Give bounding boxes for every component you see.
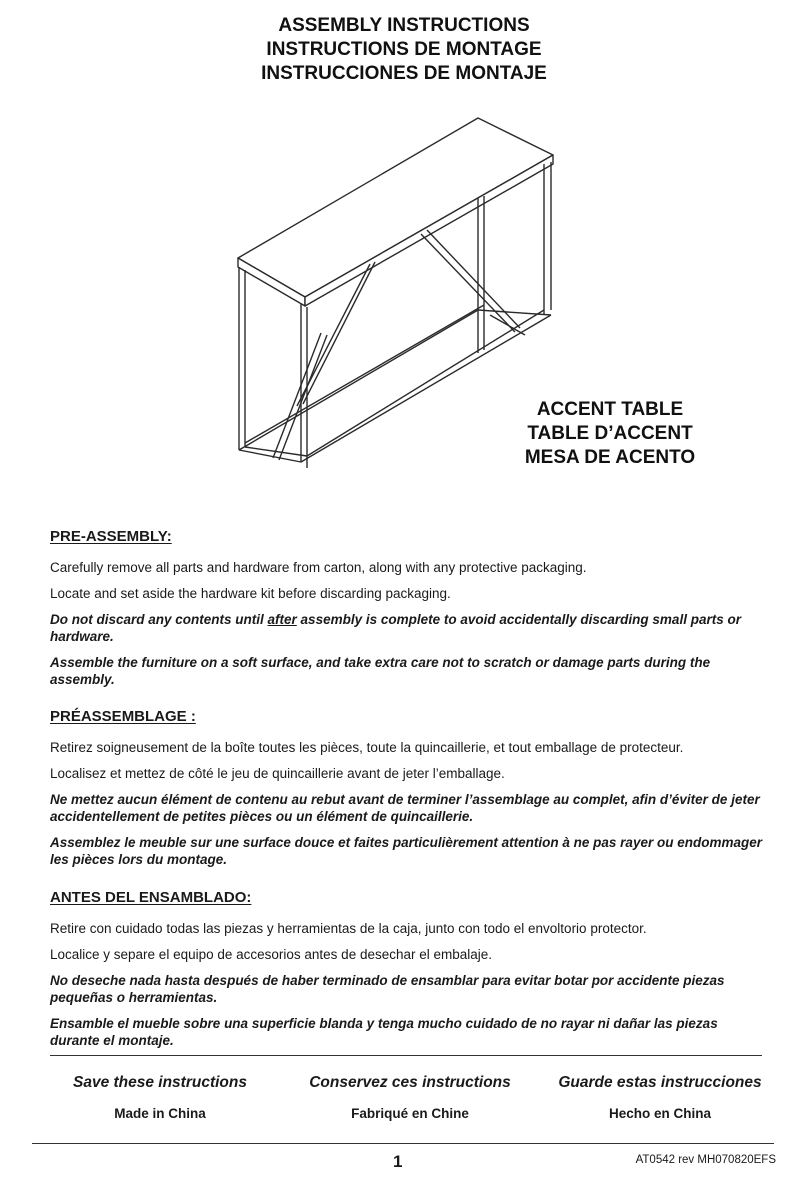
title-english: ASSEMBLY INSTRUCTIONS	[278, 15, 530, 36]
made-in-english: Made in China	[114, 1106, 206, 1121]
product-name	[510, 398, 710, 470]
section-pre-assembly-french	[50, 708, 770, 877]
country-of-origin-row	[40, 1106, 780, 1121]
instruction-text: Retirez soigneusement de la boîte toutes les pièces, toute la quincaillerie, et tout emballage de protecteur.	[50, 740, 684, 755]
instruction-text: Carefully remove all parts and hardware from carton, along with any protective packaging.	[50, 560, 587, 575]
section-pre-assembly-spanish	[50, 889, 770, 1058]
warning-text: Do not discard any contents until after assembly is complete to avoid accidentally discarding small parts or hardware.	[50, 612, 741, 644]
product-name-english: ACCENT TABLE	[536, 399, 684, 420]
section-heading: PRÉASSEMBLAGE :	[50, 708, 196, 725]
save-instructions-spanish: Guarde estas instrucciones	[558, 1074, 762, 1091]
instruction-text: Retire con cuidado todas las piezas y herramientas de la caja, junto con todo el envoltorio protector.	[50, 921, 647, 936]
save-instructions-english: Save these instructions	[72, 1074, 247, 1091]
section-heading: PRE-ASSEMBLY:	[50, 528, 172, 545]
section-heading: ANTES DEL ENSAMBLADO:	[50, 889, 252, 906]
document-code: AT0542 rev MH070820EFS	[635, 1154, 776, 1166]
footer-divider	[50, 1055, 762, 1056]
instruction-text: Localice y separe el equipo de accesorios antes de desechar el embalaje.	[50, 947, 493, 962]
warning-text: Ensamble el mueble sobre una superficie blanda y tenga mucho cuidado de no rayar ni dañar las piezas durante el montaje.	[50, 1016, 718, 1048]
product-name-spanish: MESA DE ACENTO	[524, 447, 696, 468]
title-spanish: INSTRUCCIONES DE MONTAJE	[261, 63, 547, 84]
made-in-spanish: Hecho en China	[608, 1106, 711, 1121]
save-instructions-row	[40, 1074, 780, 1092]
section-pre-assembly-english	[50, 528, 770, 697]
made-in-french: Fabriqué en Chine	[351, 1106, 469, 1121]
warning-text: No deseche nada hasta después de haber terminado de ensamblar para evitar botar por accidente piezas pequeñas o herramientas.	[50, 973, 725, 1005]
warning-text: Ne mettez aucun élément de contenu au rebut avant de terminer l’assemblage au complet, afin d’éviter de jeter accidentellement de petites pièces ou un élément de quincaillerie.	[50, 792, 760, 824]
page-bottom-divider	[32, 1143, 774, 1144]
title-french: INSTRUCTIONS DE MONTAGE	[266, 39, 542, 60]
product-name-french: TABLE D’ACCENT	[527, 423, 693, 444]
instruction-text: Locate and set aside the hardware kit before discarding packaging.	[50, 586, 451, 601]
save-instructions-french: Conservez ces instructions	[309, 1074, 511, 1091]
emphasis-after: after	[267, 612, 297, 627]
document-title	[0, 14, 808, 86]
page-number: 1	[393, 1152, 403, 1171]
warning-text: Assemblez le meuble sur une surface douce et faites particulièrement attention à ne pas rayer ou endommager les pièces lors du montage.	[50, 835, 762, 867]
instruction-text: Localisez et mettez de côté le jeu de quincaillerie avant de jeter l’emballage.	[50, 766, 505, 781]
warning-text: Assemble the furniture on a soft surface, and take extra care not to scratch or damage parts during the assembly.	[50, 655, 711, 687]
